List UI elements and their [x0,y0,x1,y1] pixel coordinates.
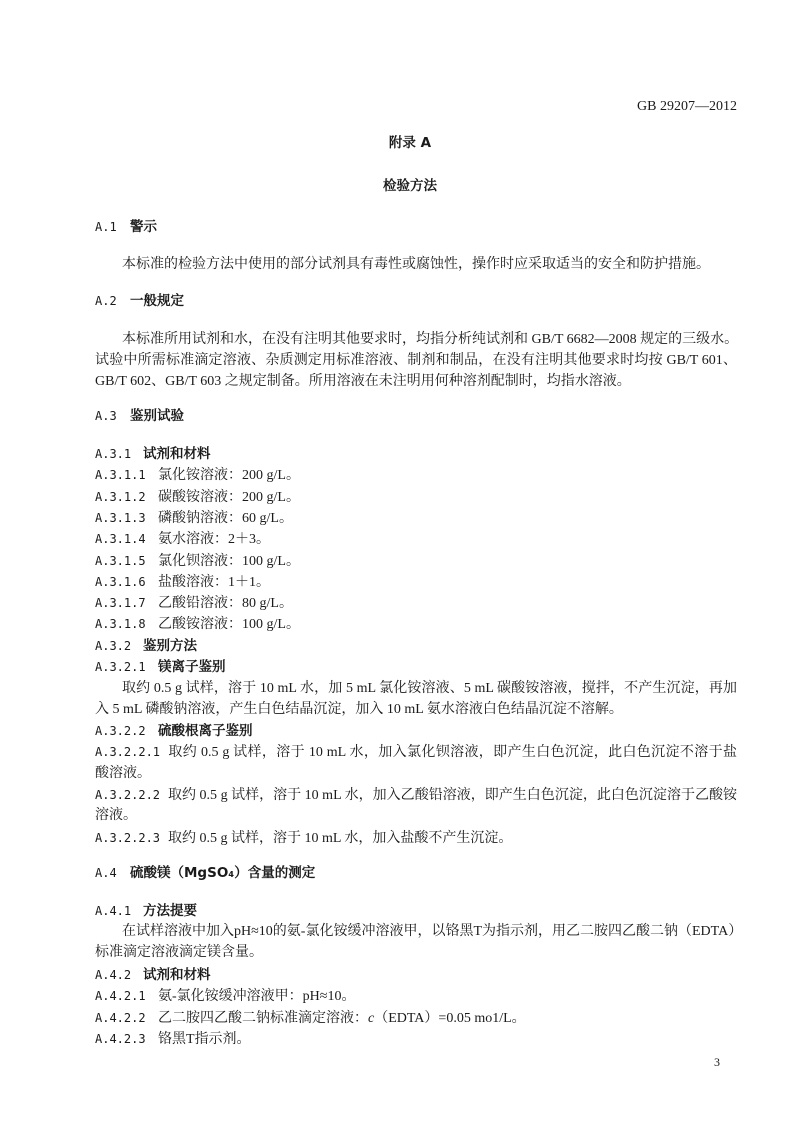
section-number: A.1 [95,220,117,234]
item-text: 乙酸铅溶液：80 g/L。 [158,596,293,611]
item-number: A.3.1.1 [95,468,146,482]
subsection-heading-a4-1 [95,901,197,921]
section-title: 鉴别试验 [130,408,184,424]
section-number: A.4.2 [95,968,132,982]
appendix-label: 附录 A [388,135,432,151]
item-text: 乙酸铵溶液：100 g/L。 [158,617,300,632]
section-number: A.4.1 [95,904,132,918]
paragraph-line: 入 5 mL 磷酸钠溶液，产生白色结晶沉淀，加入 10 mL 氨水溶液白色结晶沉淀不溶解。 [95,702,623,717]
list-item [95,828,512,848]
section-heading-a4 [95,863,315,883]
list-item [95,465,300,485]
list-item [95,986,355,1006]
item-number: A.3.1.5 [95,554,146,568]
item-text-suffix: （EDTA）=0.05 mo1/L。 [374,1011,526,1026]
list-item [95,593,293,613]
item-text: 取约 0.5 g 试样，溶于 10 mL 水，加入乙酸铅溶液，即产生白色沉淀，此白色沉淀溶于乙酸铵 [168,788,737,803]
section-heading-a1 [95,217,157,237]
section-number: A.3.2.1 [95,660,146,674]
item-text: 碳酸铵溶液：200 g/L。 [158,490,300,505]
item-number: A.3.2.2.1 [95,745,161,759]
list-item [95,529,270,549]
item-text: 氨水溶液：2＋3。 [158,532,270,547]
item-number: A.4.2.3 [95,1032,146,1046]
item-number: A.3.1.4 [95,532,146,546]
section-number: A.3.1 [95,447,132,461]
section-title: 硫酸根离子鉴别 [158,723,253,739]
section-heading-a3 [95,406,184,426]
list-item [95,508,293,528]
paragraph-line: 标准滴定溶液滴定镁含量。 [95,945,263,960]
item-text: 氯化钡溶液：100 g/L。 [158,554,300,569]
subsection-heading-a3-2-2 [95,721,253,741]
section-heading-a2 [95,291,184,311]
section-title: 硫酸镁（MgSO₄）含量的测定 [130,865,316,881]
paragraph-line: 酸溶液。 [95,766,151,781]
item-text: 取约 0.5 g 试样，溶于 10 mL 水，加入盐酸不产生沉淀。 [168,831,513,846]
item-text: 盐酸溶液：1＋1。 [158,575,270,590]
concentration-symbol: c [368,1011,375,1026]
paragraph-line: 本标准的检验方法中使用的部分试剂具有毒性或腐蚀性，操作时应采取适当的安全和防护措施。 [122,257,710,272]
item-text: 乙二胺四乙酸二钠标准滴定溶液： [158,1011,368,1026]
section-title: 试剂和材料 [143,446,211,462]
item-text: 铬黑T指示剂。 [158,1032,251,1047]
item-number: A.3.1.7 [95,596,146,610]
list-item [95,614,300,634]
list-item [95,487,300,507]
list-item [95,785,737,805]
subsection-heading-a3-2 [95,636,197,656]
item-number: A.3.1.2 [95,490,146,504]
item-text: 氨-氯化铵缓冲溶液甲：pH≈10。 [158,989,356,1004]
item-number: A.4.2.1 [95,989,146,1003]
section-title: 鉴别方法 [143,638,197,654]
section-title: 试剂和材料 [143,967,211,983]
paragraph-line: 试验中所需标准滴定溶液、杂质测定用标准溶液、制剂和制品，在没有注明其他要求时均按 GB/T 601、 [95,353,737,368]
item-text: 磷酸钠溶液：60 g/L。 [158,511,293,526]
paragraph-line: 取约 0.5 g 试样，溶于 10 mL 水，加 5 mL 氯化铵溶液、5 mL 碳酸铵溶液，搅拌，不产生沉淀，再加 [122,681,737,696]
item-number: A.4.2.2 [95,1011,146,1025]
item-number: A.3.1.6 [95,575,146,589]
section-number: A.3.2.2 [95,724,146,738]
section-number: A.4 [95,866,117,880]
subsection-heading-a3-2-1 [95,657,226,677]
subsection-heading-a3-1 [95,444,211,464]
section-title: 方法提要 [143,903,197,919]
section-number: A.3 [95,409,117,423]
standard-number: GB 29207—2012 [637,99,737,114]
list-item [95,551,300,571]
subsection-heading-a4-2 [95,965,211,985]
list-item [95,742,737,762]
section-title: 一般规定 [130,293,184,309]
paragraph-line: 本标准所用试剂和水，在没有注明其他要求时，均指分析纯试剂和 GB/T 6682—2008 规定的三级水。 [122,332,739,347]
section-number: A.2 [95,294,117,308]
item-number: A.3.1.8 [95,617,146,631]
section-title: 镁离子鉴别 [158,659,226,675]
item-number: A.3.2.2.2 [95,788,161,802]
paragraph-line: 在试样溶液中加入pH≈10的氨-氯化铵缓冲溶液甲，以铬黑T为指示剂，用乙二胺四乙酸二钠（EDTA） [122,924,743,939]
appendix-title: 检验方法 [383,178,437,194]
section-number: A.3.2 [95,639,132,653]
paragraph-line: 溶液。 [95,808,137,823]
list-item [95,572,270,592]
item-number: A.3.1.3 [95,511,146,525]
paragraph-line: GB/T 602、GB/T 603 之规定制备。所用溶液在未注明用何种溶剂配制时，均指水溶液。 [95,374,631,389]
section-title: 警示 [130,219,157,235]
item-number: A.3.2.2.3 [95,831,161,845]
list-item [95,1008,526,1028]
list-item [95,1029,251,1049]
item-text: 取约 0.5 g 试样，溶于 10 mL 水，加入氯化钡溶液，即产生白色沉淀，此白色沉淀不溶于盐 [168,745,737,760]
item-text: 氯化铵溶液：200 g/L。 [158,468,300,483]
page-number: 3 [714,1055,720,1069]
